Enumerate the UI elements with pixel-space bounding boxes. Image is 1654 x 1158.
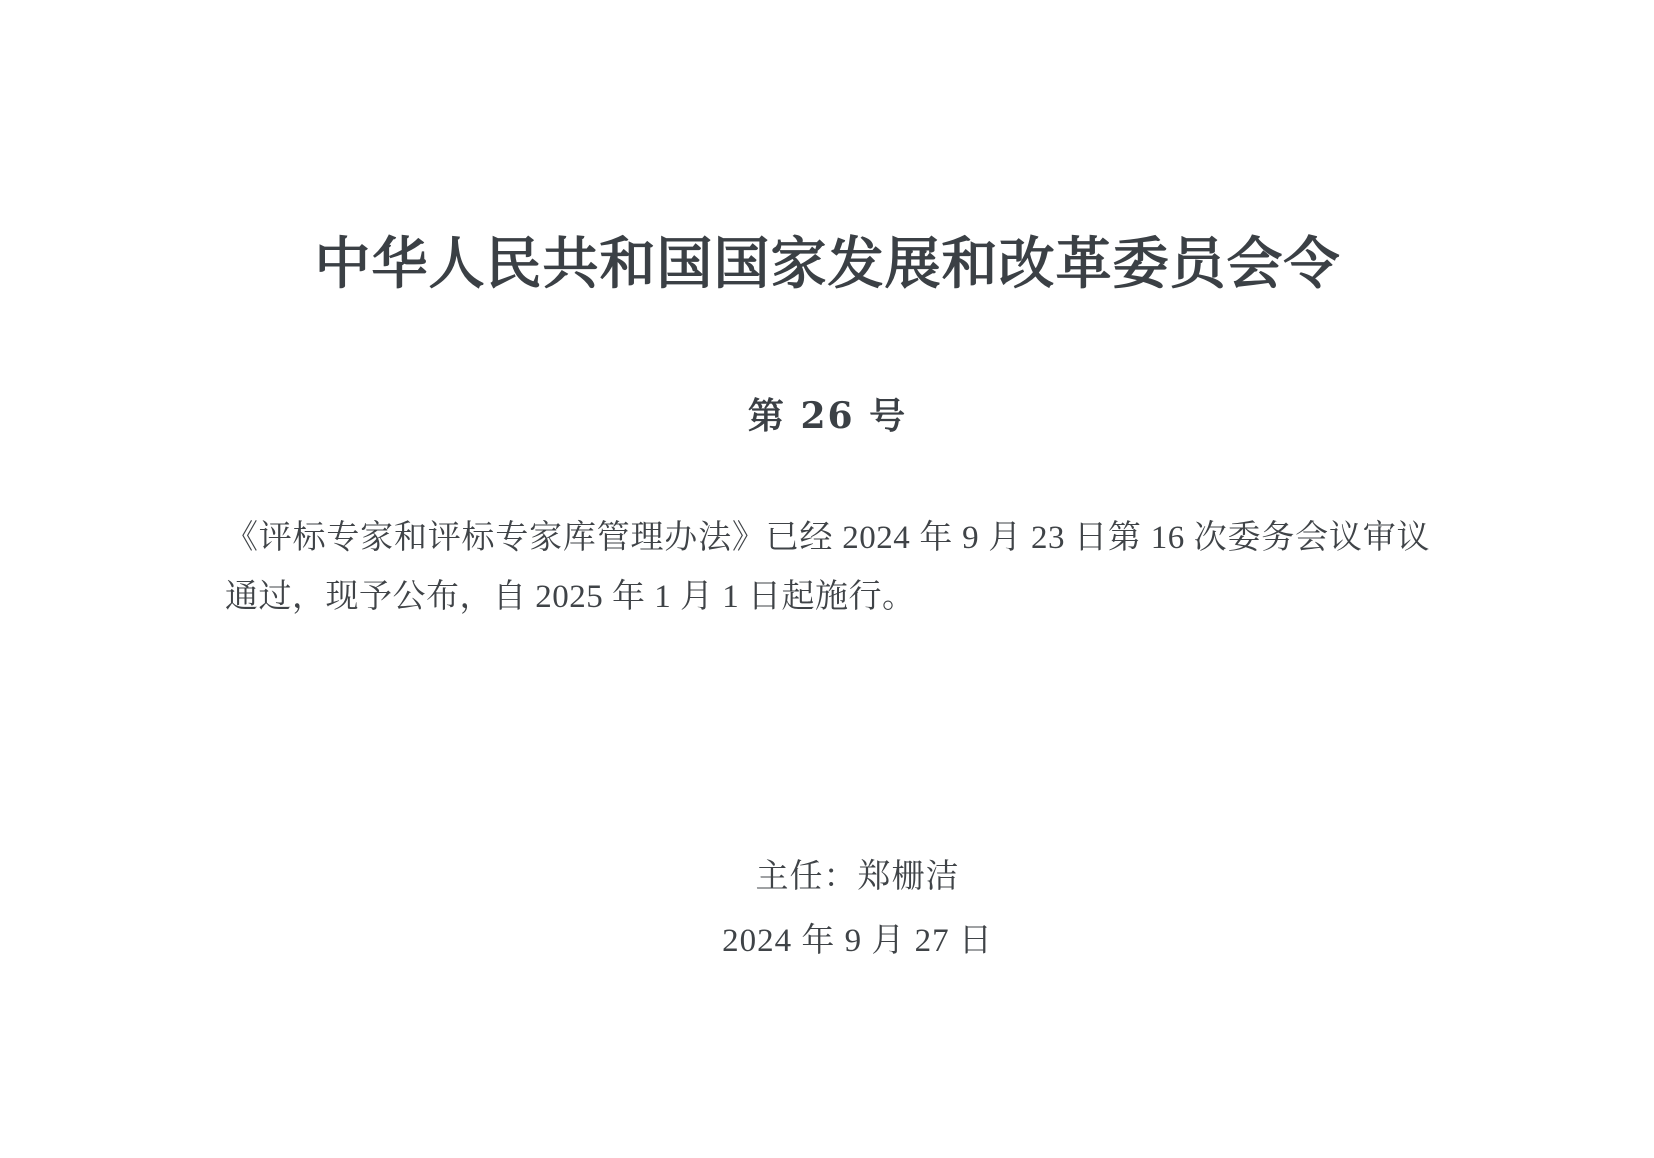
signer-name: 主任：郑栅洁 xyxy=(755,859,960,895)
body-paragraph: 《评标专家和评标专家库管理办法》已经 2024 年 9 月 23 日第 16 次委务会议审议通过，现予公布，自 2025 年 1 月 1 日起施行。 xyxy=(225,520,1430,616)
document-content xyxy=(225,0,1430,1158)
signature-block xyxy=(225,845,1430,974)
page-title: 中华人民共和国国家发展和改革委员会令 xyxy=(314,231,1341,297)
signature-date: 2024 年 9 月 27 日 xyxy=(722,923,993,960)
body-text-block xyxy=(225,439,1430,626)
order-number: 第 26 号 xyxy=(747,395,908,438)
